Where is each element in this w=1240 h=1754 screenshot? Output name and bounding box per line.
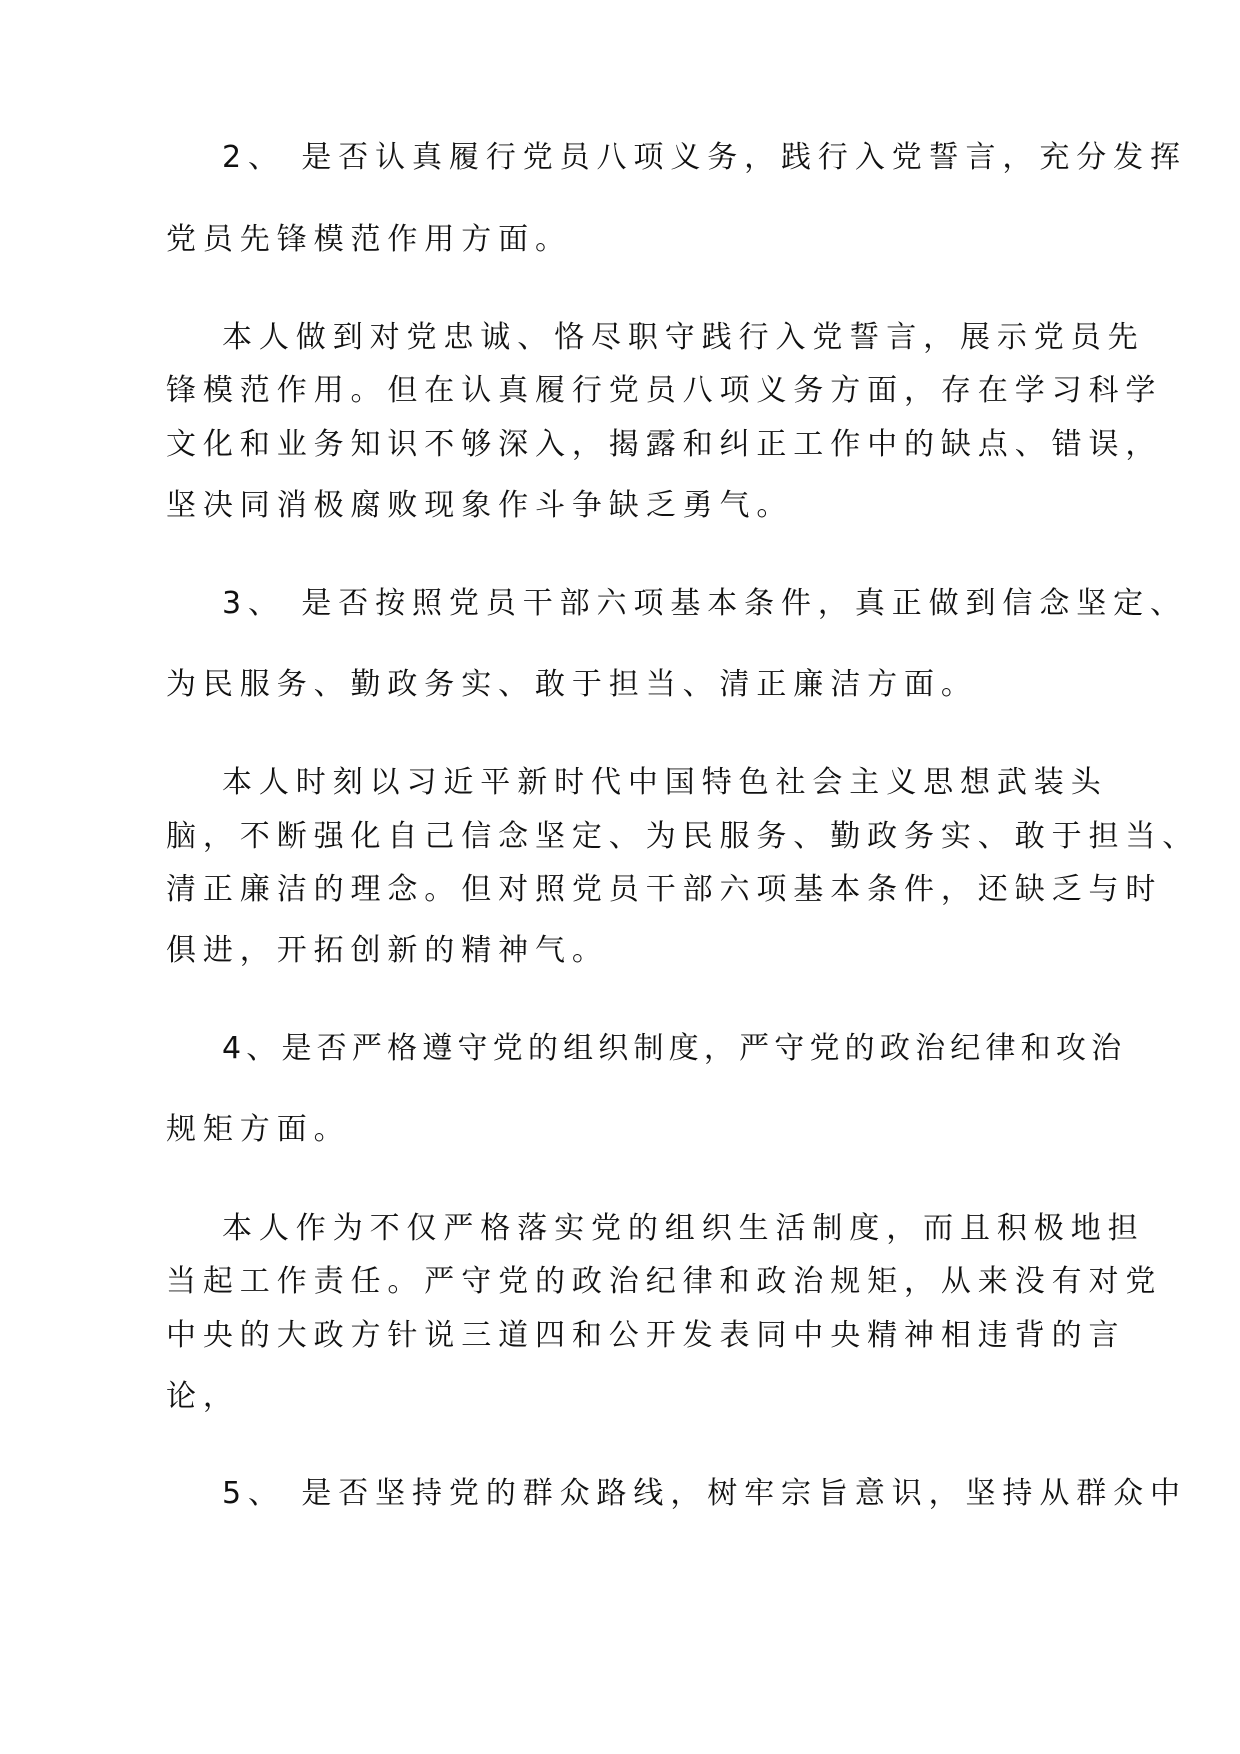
q2-answer-line-2: 锋模范作用。但在认真履行党员八项义务方面，存在学习科学 [166,373,1163,408]
q2-heading-line-1: 2、 是否认真履行党员八项义务，践行入党誓言，充分发挥 [222,140,1187,175]
q3-heading-line-1: 3、 是否按照党员干部六项基本条件，真正做到信念坚定、 [222,586,1187,621]
q3-heading-line-2: 为民服务、勤政务实、敢于担当、清正廉洁方面。 [166,667,978,702]
q3-answer-line-4: 俱进，开拓创新的精神气。 [166,933,609,968]
q4-heading-line-2: 规矩方面。 [166,1112,351,1147]
q4-heading-line-1: 4、是否严格遵守党的组织制度，严守党的政治纪律和攻治 [222,1031,1127,1066]
q3-answer-line-1: 本人时刻以习近平新时代中国特色社会主义思想武装头 [222,765,1108,800]
q4-answer-line-3: 中央的大政方针说三道四和公开发表同中央精神相违背的言 [166,1318,1126,1353]
q3-answer-line-2: 脑，不断强化自己信念坚定、为民服务、勤政务实、敢于担当、 [166,819,1200,854]
q4-answer-line-2: 当起工作责任。严守党的政治纪律和政治规矩，从来没有对党 [166,1264,1163,1299]
q2-answer-line-4: 坚决同消极腐败现象作斗争缺乏勇气。 [166,488,794,523]
q5-heading-line-1: 5、 是否坚持党的群众路线，树牢宗旨意识，坚持从群众中 [222,1476,1187,1511]
q4-answer-line-4: 论， [166,1379,240,1414]
q2-answer-line-3: 文化和业务知识不够深入，揭露和纠正工作中的缺点、错误， [166,427,1163,462]
q4-answer-line-1: 本人作为不仅严格落实党的组织生活制度，而且积极地担 [222,1211,1145,1246]
q2-answer-line-1: 本人做到对党忠诚、恪尽职守践行入党誓言，展示党员先 [222,320,1145,355]
q3-answer-line-3: 清正廉洁的理念。但对照党员干部六项基本条件，还缺乏与时 [166,872,1163,907]
q2-heading-line-2: 党员先锋模范作用方面。 [166,222,572,257]
